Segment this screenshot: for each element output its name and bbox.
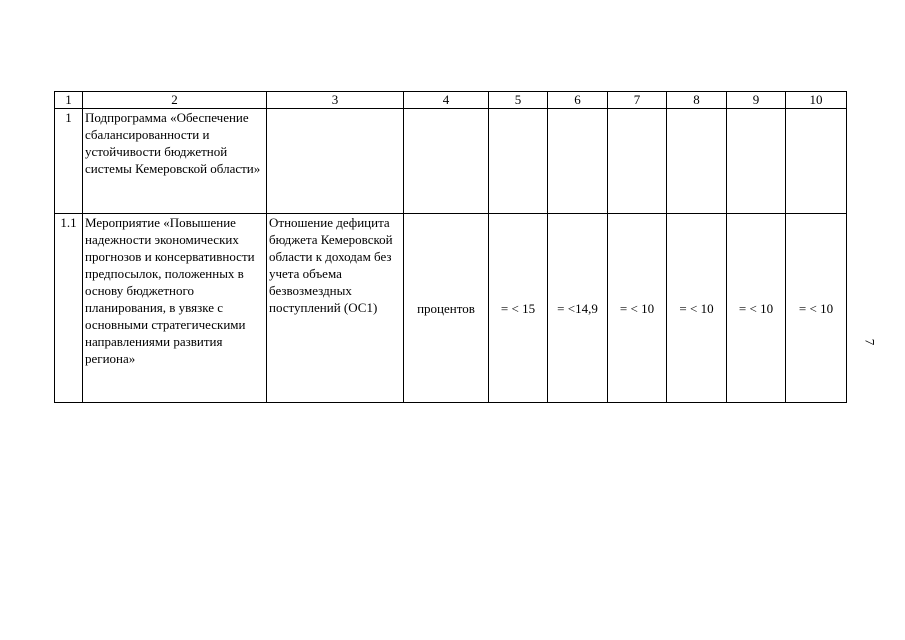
header-cell: 2 <box>83 92 267 109</box>
table-row <box>55 109 847 214</box>
header-cell: 7 <box>608 92 667 109</box>
page-number: 7 <box>862 338 878 346</box>
value-cell <box>667 109 727 214</box>
value-cell: = < 10 <box>608 214 667 403</box>
value-cell: = < 10 <box>786 214 847 403</box>
header-cell: 9 <box>727 92 786 109</box>
unit-cell <box>404 109 489 214</box>
value-cell <box>608 109 667 214</box>
header-cell: 3 <box>267 92 404 109</box>
value-cell: = < 15 <box>489 214 548 403</box>
unit-cell: процентов <box>404 214 489 403</box>
header-cell: 6 <box>548 92 608 109</box>
value-cell <box>489 109 548 214</box>
value-cell: = < 10 <box>667 214 727 403</box>
program-name-cell: Подпрограмма «Обеспечение сбалансированности и устойчивости бюджетной системы Кемеровской области» <box>83 109 267 214</box>
header-cell: 10 <box>786 92 847 109</box>
value-cell <box>548 109 608 214</box>
value-cell <box>786 109 847 214</box>
table-header-row <box>55 92 847 109</box>
value-cell <box>727 109 786 214</box>
header-cell: 1 <box>55 92 83 109</box>
indicator-cell: Отношение дефицита бюджета Кемеровской области к доходам без учета объема безвозмездных поступлений (ОС1) <box>267 214 404 403</box>
value-cell: = < 10 <box>727 214 786 403</box>
header-cell: 5 <box>489 92 548 109</box>
table-row <box>55 214 847 403</box>
program-name-cell: Мероприятие «Повышение надежности экономических прогнозов и консервативности предпосылок, положенных в основу бюджетного планирования, в увязке с основными стратегическими направлениями развития региона» <box>83 214 267 403</box>
indicators-table <box>54 91 847 403</box>
row-number-cell: 1 <box>55 109 83 214</box>
indicator-cell <box>267 109 404 214</box>
value-cell: = <14,9 <box>548 214 608 403</box>
row-number-cell: 1.1 <box>55 214 83 403</box>
header-cell: 8 <box>667 92 727 109</box>
header-cell: 4 <box>404 92 489 109</box>
